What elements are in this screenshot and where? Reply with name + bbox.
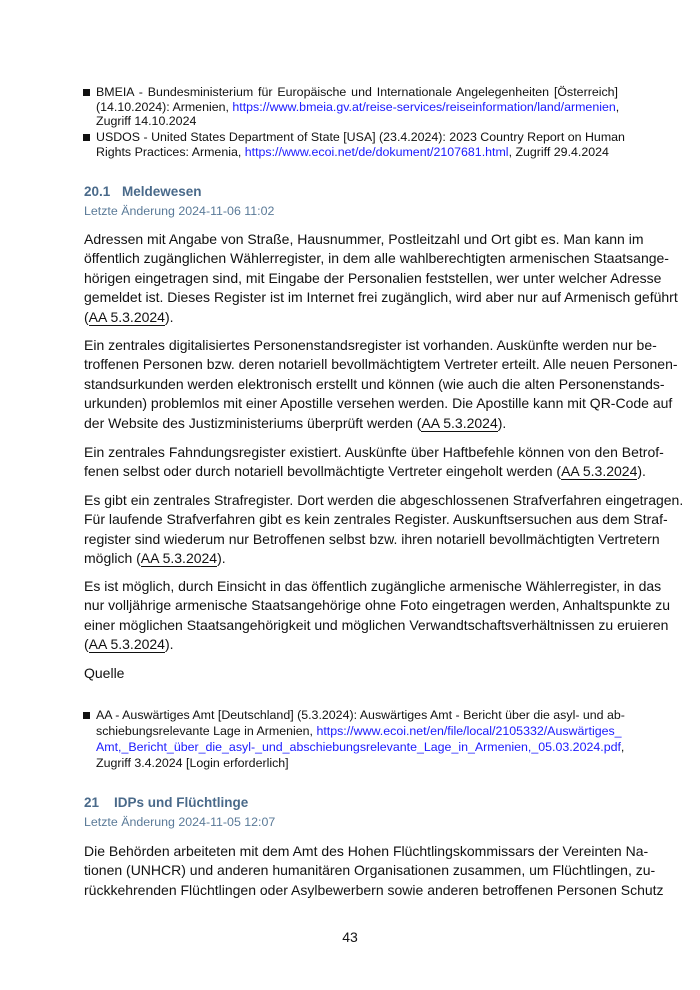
text-line: Ein zentrales digitalisiertes Personenstandsregister ist vorhanden. Auskünfte werden nur be- xyxy=(84,337,657,353)
text: ). xyxy=(164,308,174,325)
paragraph xyxy=(84,443,664,482)
text-line: troffenen Personen bzw. deren notariell bevollmächtigtem Vertreter erteilt. Alle neuen Personen- xyxy=(84,356,678,373)
ref-text: AA - Auswärtiges Amt [Deutschland] (5.3.2024): Auswärtiges Amt - Bericht über die asyl- und ab- xyxy=(96,708,625,722)
reference-link[interactable]: https://www.ecoi.net/de/dokument/2107681.html xyxy=(244,145,509,159)
bullet-icon xyxy=(83,712,90,719)
ref-text: , Zugriff 29.4.2024 xyxy=(508,145,609,159)
text-line: einer möglichen Staatsangehörigkeit und möglichen Verwandtschaftsverhältnissen zu eruieren xyxy=(84,616,669,633)
text: der Website des Justizministeriums überprüft werden ( xyxy=(84,414,422,431)
text-line: hörigen eingetragen sind, mit Eingabe der Personalien feststellen, wer unter welcher Adresse xyxy=(84,269,662,286)
text-line: Die Behörden arbeiteten mit dem Amt des Hohen Flüchtlingskommissars der Vereinten Na- xyxy=(84,843,649,859)
paragraph xyxy=(84,230,678,327)
ref-text: (14.10.2024): Armenien, xyxy=(96,99,233,114)
section-heading-21 xyxy=(84,795,618,811)
paragraph xyxy=(84,577,671,655)
ref-text: Zugriff 3.4.2024 [Login erforderlich] xyxy=(96,756,289,770)
paragraph xyxy=(84,491,684,569)
text: fenen selbst oder durch notariell bevollmächtigte Vertreter eingeholt werden ( xyxy=(84,463,562,480)
text-line: Es ist möglich, durch Einsicht in das öffentlich zugängliche armenische Wählerregister, in das xyxy=(84,578,662,594)
text-line: öffentlich zugänglichen Wählerregister, in dem alle wahlberechtigten armenischen Staatsange- xyxy=(84,250,669,267)
section-title: IDPs und Flüchtlinge xyxy=(114,795,249,810)
reference-item xyxy=(96,707,625,771)
ref-text: , xyxy=(620,740,625,754)
citation-link[interactable]: AA 5.3.2024 xyxy=(88,636,165,653)
reference-link[interactable]: Amt,_Bericht_über_die_asyl-_und_abschiebungsrelevante_Lage_in_Armenien,_05.03.2024.pdf xyxy=(96,740,621,754)
section-title: Meldewesen xyxy=(122,184,202,199)
page-number: 43 xyxy=(342,929,358,945)
text: ). xyxy=(497,414,507,431)
text-line: Für laufende Strafverfahren gibt es kein zentrales Register. Auskunftsersuchen aus dem Straf- xyxy=(84,511,668,528)
text-line: nur volljährige armenische Staatsangehörige ohne Foto eingetragen werden, Anhaltspunkte zu xyxy=(84,597,671,614)
ref-text: BMEIA - Bundesministerium für Europäische und Internationale Angelegenheiten [Österreich] xyxy=(96,85,618,99)
text-line: gemeldet ist. Dieses Register ist im Internet frei zugänglich, wird aber nur auf Armenisch geführt xyxy=(84,289,678,306)
reference-item xyxy=(96,130,625,160)
paragraph xyxy=(84,842,664,900)
bullet-icon xyxy=(83,134,90,141)
ref-text: schiebungsrelevante Lage in Armenien, xyxy=(96,724,317,738)
section-number: 21 xyxy=(84,795,100,810)
citation-link[interactable]: AA 5.3.2024 xyxy=(561,463,638,480)
text-line: register sind wiederum nur Betroffenen selbst bzw. ihren notariell bevollmächtigten Vertretern xyxy=(84,530,660,547)
reference-link[interactable]: https://www.bmeia.gv.at/reise-services/reiseinformation/land/armenien xyxy=(232,99,616,114)
ref-text: USDOS - United States Department of State [USA] (23.4.2024): 2023 Country Report on Human xyxy=(96,130,625,144)
text: möglich ( xyxy=(84,550,141,567)
text-line: rückkehrenden Flüchtlingen oder Asylbewerbern sowie anderen betroffenen Personen Schutz xyxy=(84,881,664,898)
bullet-icon xyxy=(83,89,90,96)
text-line: urkunden) problemlos mit einer Apostille versehen werden. Die Apostille kann mit QR-Code auf xyxy=(84,395,673,412)
last-modified: Letzte Änderung 2024-11-05 12:07 xyxy=(84,815,276,829)
text-line: Adressen mit Angabe von Straße, Hausnummer, Postleitzahl und Ort gibt es. Man kann im xyxy=(84,231,644,247)
text-line: Ein zentrales Fahndungsregister existiert. Auskünfte über Haftbefehle können von den Betrof- xyxy=(84,444,664,460)
section-heading-20-1 xyxy=(84,184,618,200)
ref-text: , xyxy=(615,99,620,114)
citation-link[interactable]: AA 5.3.2024 xyxy=(88,308,165,325)
ref-text: Zugriff 14.10.2024 xyxy=(96,114,197,128)
text: ). xyxy=(164,636,174,653)
section-number: 20.1 xyxy=(84,184,111,199)
ref-text: Rights Practices: Armenia, xyxy=(96,145,245,159)
reference-link[interactable]: https://www.ecoi.net/en/file/local/2105332/Auswärtiges_ xyxy=(316,724,622,738)
text: ). xyxy=(217,550,226,567)
reference-item xyxy=(96,85,618,129)
citation-link[interactable]: AA 5.3.2024 xyxy=(140,550,218,567)
text: ( xyxy=(84,636,89,653)
citation-link[interactable]: AA 5.3.2024 xyxy=(421,414,498,431)
text-line: standsurkunden werden elektronisch erstellt und können (wie auch die alten Personenstands- xyxy=(84,375,665,392)
text: ( xyxy=(84,308,89,325)
text: ). xyxy=(637,463,646,480)
paragraph xyxy=(84,336,678,433)
text-line: Es gibt ein zentrales Strafregister. Dort werden die abgeschlossenen Strafverfahren eingetragen. xyxy=(84,492,684,508)
last-modified: Letzte Änderung 2024-11-06 11:02 xyxy=(84,204,275,218)
source-label: Quelle xyxy=(84,665,125,681)
text-line: tionen (UNHCR) und anderen humanitären Organisationen zusammen, um Flüchtlingen, zu- xyxy=(84,862,656,879)
